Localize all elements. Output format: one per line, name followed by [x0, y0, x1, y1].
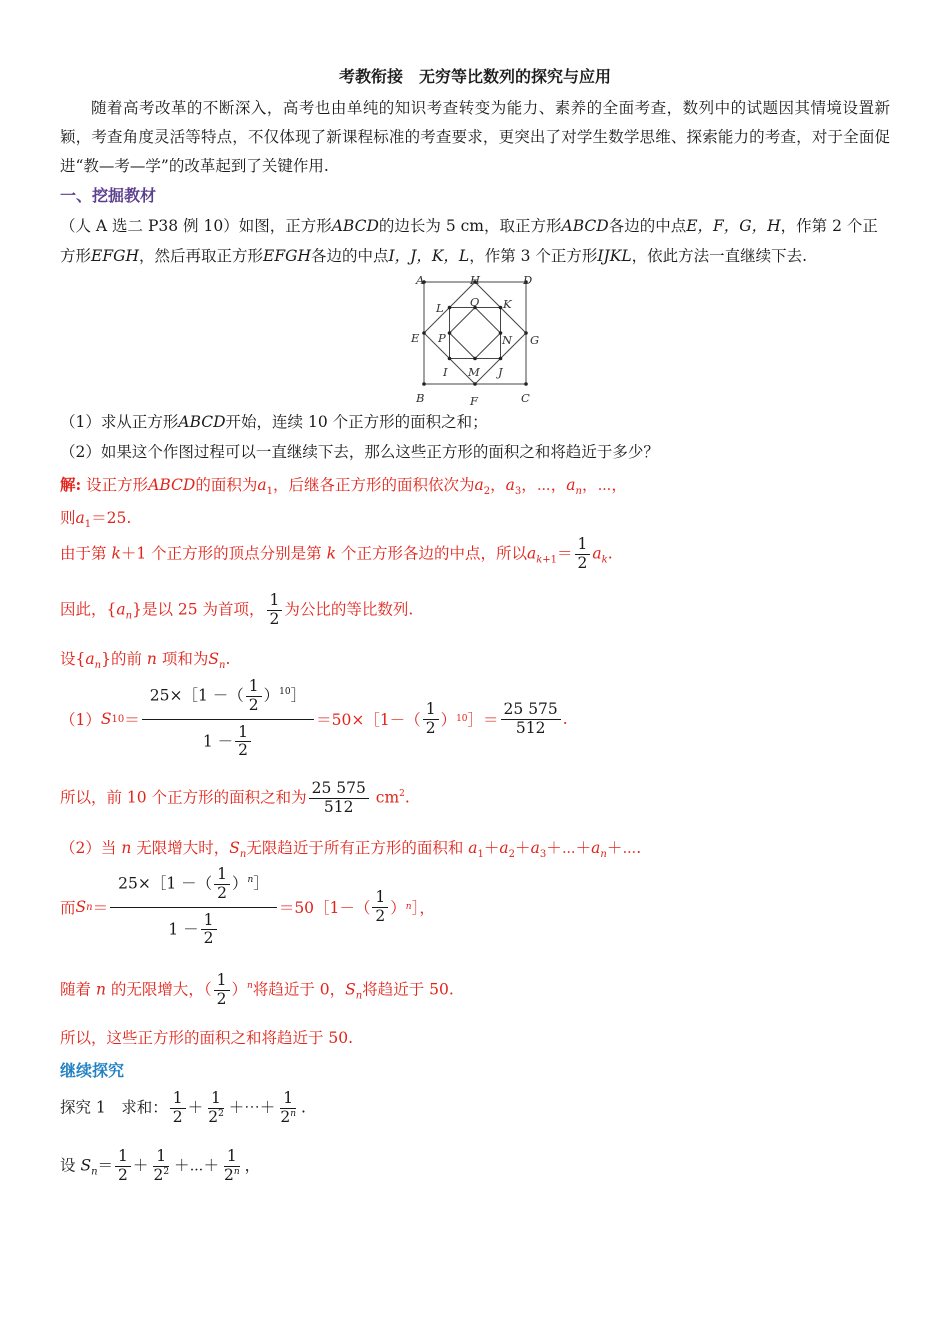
nested-squares-figure — [400, 272, 550, 408]
problem-statement: （人 A 选二 P38 例 10）如图，正方形ABCD的边长为 5 cm，取正方形ABCD各边的中点E，F，G，H，作第 2 个正方形EFGH，然后再取正方形EFGH各边的中点I，J，K，L，作第 3 个正方形IJKL，依此方法一直继续下去. — [60, 217, 878, 265]
question-1: （1）求从正方形ABCD开始，连续 10 个正方形的面积之和； — [60, 413, 488, 431]
explore-2: 设 $S_n=$ $\frac{1}{2}$ ＋ $\frac{1}{2^2}$ ＋⋯＋ $\frac{1}{2^n}$ ， — [60, 1147, 261, 1184]
label-m: M — [468, 365, 480, 379]
formula-s10: （1） S 10 ＝ 25×［1 －（ $\frac{1}{2}$ ）$^{10}$］ 1 － $\frac{1}{2}$ ＝50×［1－（ $\frac{1}{2}$ ） 10 ］＝ $\frac{25 575}{512}$ . — [60, 677, 568, 760]
label-f: F — [470, 394, 478, 408]
label-p: P — [438, 331, 446, 345]
question-2: （2）如果这个作图过程可以一直继续下去，那么这些正方形的面积之和将趋近于多少？ — [60, 443, 659, 461]
page-title: 考教衔接 无穷等比数列的探究与应用 — [338, 67, 611, 86]
label-g: G — [530, 333, 540, 347]
label-j: J — [498, 365, 503, 379]
solution-line-9: 随着 n 的无限增大，（ $\frac{1}{2}$ ）$^n$将趋近于 0，$S_n$将趋近于 50. — [60, 971, 454, 1008]
label-b: B — [416, 391, 425, 405]
solution-line-1: 解: 设正方形ABCD的面积为$a_1$，后继各正方形的面积依次为$a_2$，$a_3$，⋯，$a_n$，⋯， — [60, 475, 627, 498]
label-c: C — [521, 391, 530, 405]
label-l: L — [436, 301, 444, 315]
label-n: N — [502, 333, 513, 347]
solution-line-4: 因此，$\{a_n\}$是以 25 为首项， $\frac{1}{2}$ 为公比的等比数列. — [60, 591, 414, 628]
label-a: A — [416, 273, 425, 287]
solution-line-5: 设$\{a_n\}$的前 n 项和为$S_n$. — [60, 650, 231, 672]
solution-line-10: 所以，这些正方形的面积之和将趋近于 50. — [60, 1029, 354, 1047]
label-h: H — [470, 273, 481, 287]
section-heading-textbook: 一、挖掘教材 — [60, 186, 157, 205]
solution-line-3: 由于第 k＋1 个正方形的顶点分别是第 k 个正方形各边的中点，所以$a_{k+1}=$ $\frac{1}{2}$ $a_k$. — [60, 535, 613, 572]
formula-sn: 而 S n ＝ 25×［1 －（ $\frac{1}{2}$ ）$^n$］ 1 － $\frac{1}{2}$ ＝50［1－（ $\frac{1}{2}$ ） n ］， — [60, 865, 435, 948]
label-o: O — [470, 295, 480, 309]
label-d: D — [523, 273, 533, 287]
solution-line-2: 则$a_1=25$. — [60, 509, 132, 531]
intro-paragraph: 随着高考改革的不断深入，高考也由单纯的知识考查转变为能力、素养的全面考查，数列中的试题因其情境设置新颖，考查角度灵活等特点，不仅体现了新课程标准的考查要求，更突出了对学生数学思维、探索能力的考查，对于全面促进“教—考—学”的改革起到了关键作用. — [60, 99, 890, 175]
label-i: I — [443, 365, 448, 379]
section-heading-explore: 继续探究 — [60, 1061, 125, 1080]
explore-1: 探究 1 求和： $\frac{1}{2}$ ＋ $\frac{1}{2^2}$ ＋⋯＋ $\frac{1}{2^n}$ . — [60, 1089, 306, 1126]
label-k: K — [503, 297, 512, 311]
square-mnop — [450, 308, 501, 359]
solution-line-6: 所以，前 10 个正方形的面积之和为 $\frac{25 575}{512}$ $cm^2$. — [60, 779, 410, 816]
solution-line-7: （2）当 n 无限增大时，$S_n$无限趋近于所有正方形的面积和 $a_1+a_2+a_3+\cdots+a_n+\cdots$. — [60, 839, 642, 861]
square-ijkl — [450, 308, 501, 359]
label-e: E — [411, 331, 420, 345]
